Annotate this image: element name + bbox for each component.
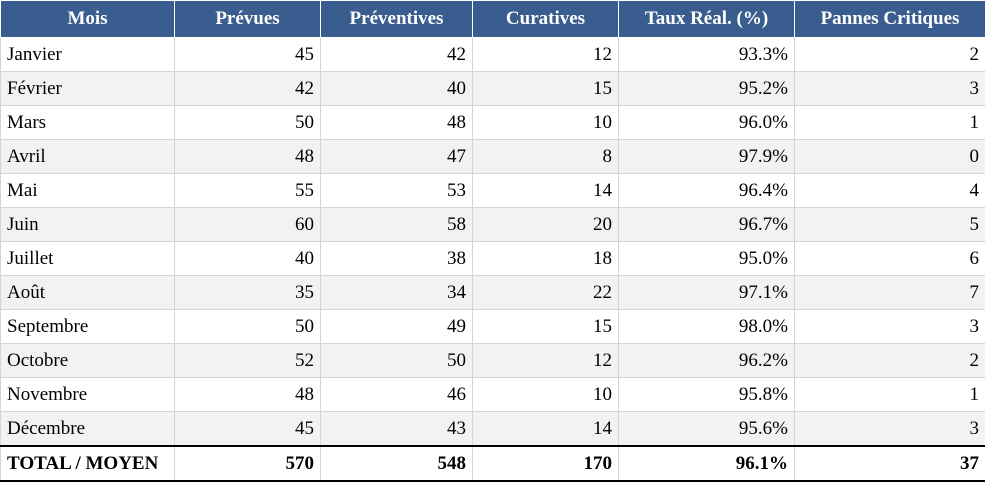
cell-taux: 96.4%	[619, 174, 795, 208]
cell-taux: 96.2%	[619, 344, 795, 378]
table-header-row	[1, 1, 985, 38]
cell-taux: 95.2%	[619, 72, 795, 106]
cell-total-label: TOTAL / MOYEN	[1, 446, 175, 481]
cell-mois: Décembre	[1, 412, 175, 447]
table-row	[1, 344, 985, 378]
cell-curatives: 20	[473, 208, 619, 242]
cell-curatives: 12	[473, 38, 619, 72]
table-header	[1, 1, 985, 38]
cell-prevues: 45	[175, 412, 321, 447]
cell-curatives: 8	[473, 140, 619, 174]
cell-mois: Mai	[1, 174, 175, 208]
cell-curatives: 10	[473, 378, 619, 412]
cell-curatives: 14	[473, 412, 619, 447]
column-header-preventives: Préventives	[321, 1, 473, 38]
column-header-taux-realisation: Taux Réal. (%)	[619, 1, 795, 38]
cell-total-curatives: 170	[473, 446, 619, 481]
cell-total-preventives: 548	[321, 446, 473, 481]
cell-pannes: 0	[795, 140, 985, 174]
cell-preventives: 40	[321, 72, 473, 106]
column-header-prevues: Prévues	[175, 1, 321, 38]
cell-total-prevues: 570	[175, 446, 321, 481]
table-row	[1, 378, 985, 412]
cell-preventives: 42	[321, 38, 473, 72]
cell-prevues: 48	[175, 378, 321, 412]
cell-curatives: 10	[473, 106, 619, 140]
cell-total-taux: 96.1%	[619, 446, 795, 481]
cell-preventives: 47	[321, 140, 473, 174]
cell-mois: Janvier	[1, 38, 175, 72]
cell-preventives: 38	[321, 242, 473, 276]
cell-prevues: 52	[175, 344, 321, 378]
table-row	[1, 310, 985, 344]
cell-mois: Octobre	[1, 344, 175, 378]
cell-prevues: 60	[175, 208, 321, 242]
table-row	[1, 412, 985, 447]
table-row	[1, 174, 985, 208]
table-body	[1, 38, 985, 482]
cell-preventives: 43	[321, 412, 473, 447]
cell-mois: Avril	[1, 140, 175, 174]
cell-curatives: 22	[473, 276, 619, 310]
table-row	[1, 140, 985, 174]
table-row	[1, 38, 985, 72]
cell-curatives: 18	[473, 242, 619, 276]
cell-prevues: 48	[175, 140, 321, 174]
table-row	[1, 242, 985, 276]
cell-mois: Août	[1, 276, 175, 310]
cell-preventives: 53	[321, 174, 473, 208]
cell-mois: Juin	[1, 208, 175, 242]
cell-prevues: 45	[175, 38, 321, 72]
cell-mois: Juillet	[1, 242, 175, 276]
table-row	[1, 106, 985, 140]
cell-prevues: 50	[175, 310, 321, 344]
cell-pannes: 3	[795, 412, 985, 447]
cell-prevues: 42	[175, 72, 321, 106]
cell-pannes: 3	[795, 310, 985, 344]
cell-taux: 93.3%	[619, 38, 795, 72]
cell-mois: Mars	[1, 106, 175, 140]
cell-taux: 95.6%	[619, 412, 795, 447]
cell-taux: 95.0%	[619, 242, 795, 276]
cell-prevues: 55	[175, 174, 321, 208]
cell-preventives: 58	[321, 208, 473, 242]
cell-pannes: 7	[795, 276, 985, 310]
cell-curatives: 15	[473, 72, 619, 106]
cell-mois: Février	[1, 72, 175, 106]
cell-curatives: 12	[473, 344, 619, 378]
cell-pannes: 2	[795, 344, 985, 378]
cell-pannes: 1	[795, 378, 985, 412]
cell-taux: 96.7%	[619, 208, 795, 242]
cell-preventives: 46	[321, 378, 473, 412]
cell-pannes: 1	[795, 106, 985, 140]
cell-taux: 97.1%	[619, 276, 795, 310]
cell-pannes: 6	[795, 242, 985, 276]
table-row	[1, 276, 985, 310]
cell-pannes: 4	[795, 174, 985, 208]
cell-pannes: 3	[795, 72, 985, 106]
cell-pannes: 5	[795, 208, 985, 242]
cell-preventives: 49	[321, 310, 473, 344]
cell-preventives: 48	[321, 106, 473, 140]
cell-prevues: 35	[175, 276, 321, 310]
cell-taux: 97.9%	[619, 140, 795, 174]
table-total-row	[1, 446, 985, 481]
cell-prevues: 50	[175, 106, 321, 140]
column-header-mois: Mois	[1, 1, 175, 38]
cell-preventives: 50	[321, 344, 473, 378]
cell-curatives: 14	[473, 174, 619, 208]
cell-taux: 98.0%	[619, 310, 795, 344]
column-header-curatives: Curatives	[473, 1, 619, 38]
column-header-pannes-critiques: Pannes Critiques	[795, 1, 985, 38]
cell-preventives: 34	[321, 276, 473, 310]
table-row	[1, 208, 985, 242]
cell-mois: Novembre	[1, 378, 175, 412]
cell-mois: Septembre	[1, 310, 175, 344]
cell-prevues: 40	[175, 242, 321, 276]
cell-pannes: 2	[795, 38, 985, 72]
table-row	[1, 72, 985, 106]
cell-total-pannes: 37	[795, 446, 985, 481]
cell-taux: 95.8%	[619, 378, 795, 412]
cell-curatives: 15	[473, 310, 619, 344]
cell-taux: 96.0%	[619, 106, 795, 140]
